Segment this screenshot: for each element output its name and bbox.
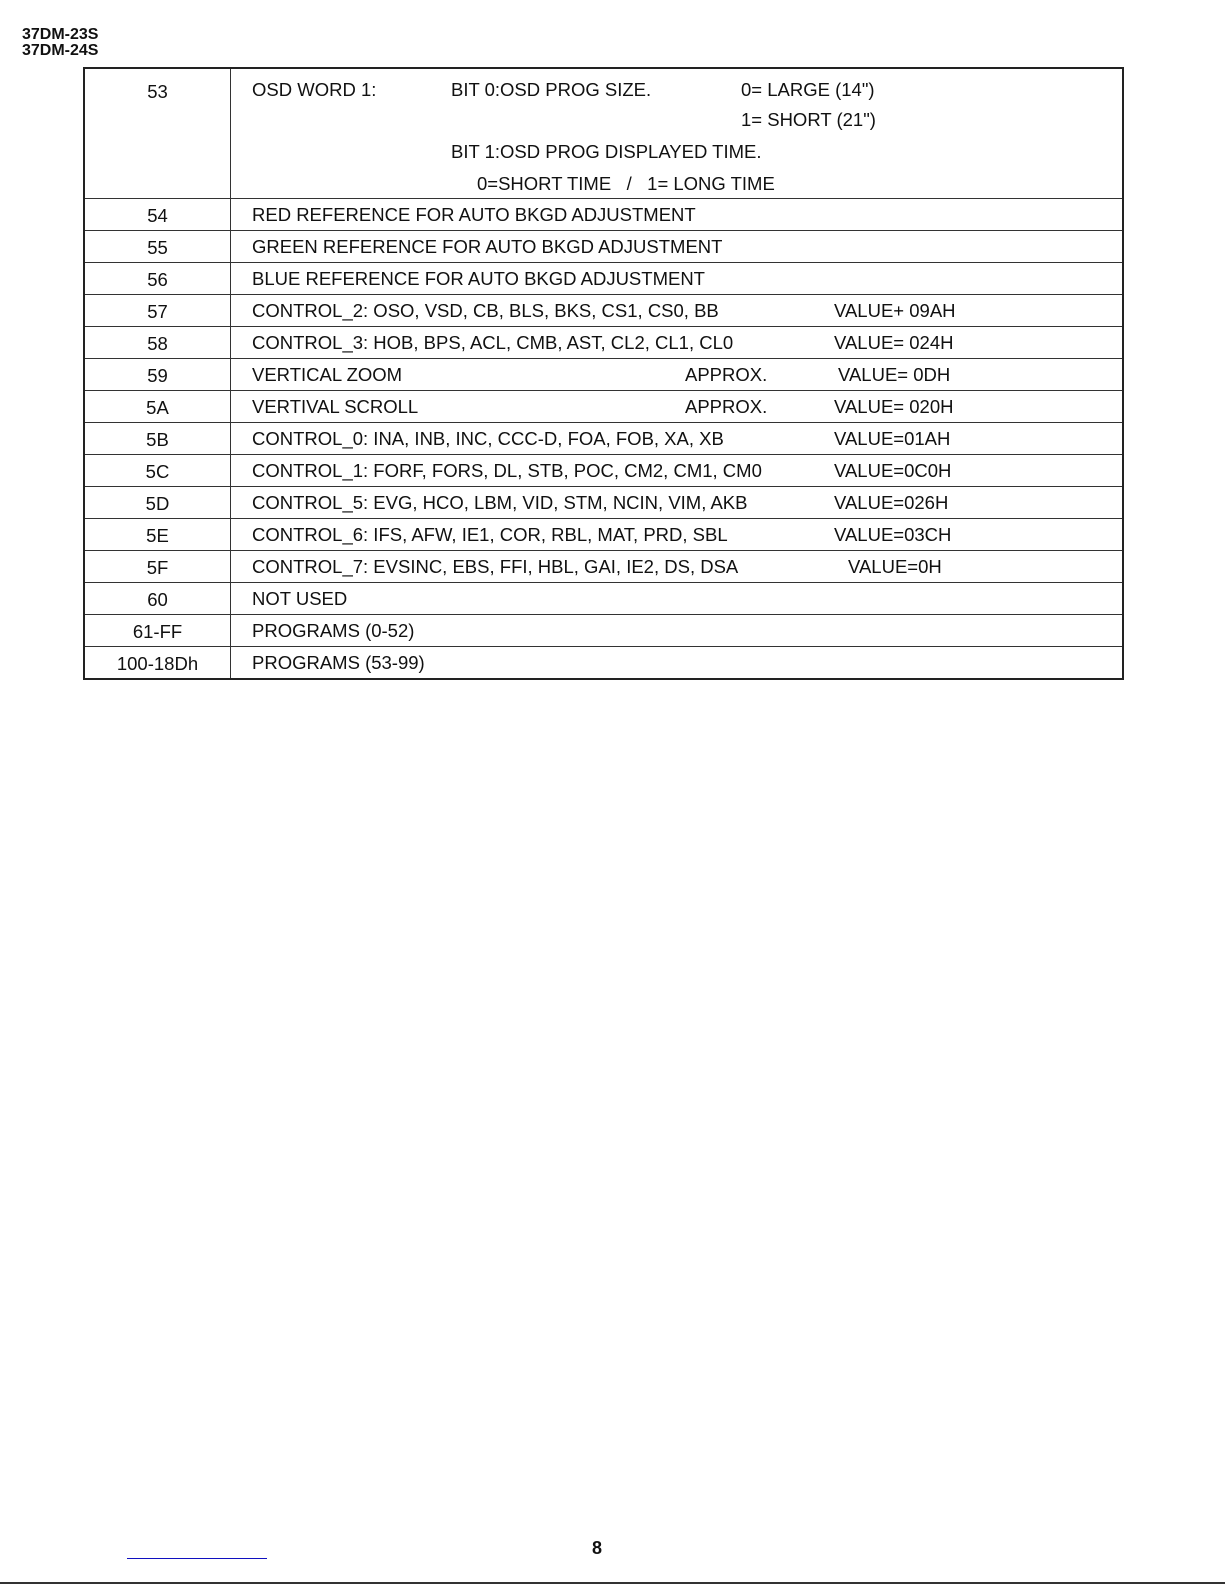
description-cell (231, 519, 1124, 551)
description: RED REFERENCE FOR AUTO BKGD ADJUSTMENT (252, 204, 696, 225)
description-cell (231, 199, 1124, 231)
table-row (84, 359, 1123, 391)
bit0-desc: BIT 0:OSD PROG SIZE. (451, 79, 652, 100)
value: VALUE=03CH (834, 524, 952, 545)
address: 5B (146, 429, 169, 450)
memory-map-table (83, 67, 1124, 680)
description-cell (231, 391, 1124, 423)
table-row (84, 327, 1123, 359)
description-cell (231, 583, 1124, 615)
address: 54 (147, 205, 168, 226)
table-row (84, 68, 1123, 199)
description-cell (231, 263, 1124, 295)
address: 5A (146, 397, 169, 418)
bit1-options: 0=SHORT TIME / 1= LONG TIME (477, 173, 775, 194)
bit0-option-0: 0= LARGE (14") (741, 79, 875, 100)
description: VERTICAL ZOOM (252, 364, 403, 385)
table-row (84, 199, 1123, 231)
table-row (84, 391, 1123, 423)
table-row (84, 519, 1123, 551)
description: PROGRAMS (0-52) (252, 620, 415, 641)
table-row (84, 615, 1123, 647)
address: 55 (147, 237, 168, 258)
table-row (84, 455, 1123, 487)
description-cell (231, 327, 1124, 359)
address: 60 (147, 589, 168, 610)
value: VALUE= 020H (834, 396, 954, 417)
description-cell (231, 359, 1124, 391)
address-cell (84, 519, 231, 551)
description-cell (231, 455, 1124, 487)
description-cell (231, 551, 1124, 583)
address-cell (84, 263, 231, 295)
approx-label: APPROX. (685, 396, 768, 417)
address-cell (84, 68, 231, 199)
address: 56 (147, 269, 168, 290)
table-row (84, 551, 1123, 583)
description: CONTROL_1: FORF, FORS, DL, STB, POC, CM2, CM1, CM0 (252, 460, 762, 481)
model-number: 37DM-23S (22, 26, 99, 43)
description: PROGRAMS (53-99) (252, 652, 425, 673)
address-cell (84, 551, 231, 583)
address: 61-FF (132, 621, 183, 642)
address-cell (84, 487, 231, 519)
address: 59 (147, 365, 168, 386)
address-cell (84, 455, 231, 487)
address-cell (84, 295, 231, 327)
table-row (84, 423, 1123, 455)
description: CONTROL_7: EVSINC, EBS, FFI, HBL, GAI, IE2, DS, DSA (252, 556, 739, 577)
description-cell (231, 295, 1124, 327)
table-row (84, 647, 1123, 680)
model-number: 37DM-24S (22, 42, 99, 59)
address-cell (84, 583, 231, 615)
address-cell (84, 423, 231, 455)
value: VALUE= 024H (834, 332, 954, 353)
address-cell (84, 199, 231, 231)
address: 57 (147, 301, 168, 322)
description: CONTROL_6: IFS, AFW, IE1, COR, RBL, MAT, PRD, SBL (252, 524, 728, 545)
address-cell (84, 359, 231, 391)
value: VALUE=01AH (834, 428, 951, 449)
address-cell (84, 647, 231, 680)
table-row (84, 487, 1123, 519)
address-cell (84, 231, 231, 263)
address: 100-18Dh (116, 653, 199, 674)
description: CONTROL_0: INA, INB, INC, CCC-D, FOA, FOB, XA, XB (252, 428, 724, 449)
table-row (84, 295, 1123, 327)
address-cell (84, 615, 231, 647)
description-cell (231, 647, 1124, 680)
divider (127, 1558, 267, 1559)
osd-word-label: OSD WORD 1: (252, 79, 377, 100)
value: VALUE= 0DH (838, 364, 951, 385)
description: NOT USED (252, 588, 348, 609)
address-cell (84, 327, 231, 359)
address: 5C (145, 461, 170, 482)
description-cell (231, 68, 1124, 199)
value: VALUE=0H (848, 556, 942, 577)
table-row (84, 583, 1123, 615)
value: VALUE=0C0H (834, 460, 952, 481)
address: 5D (145, 493, 170, 514)
address: 5F (146, 557, 169, 578)
divider (0, 1582, 1225, 1584)
description: CONTROL_2: OSO, VSD, CB, BLS, BKS, CS1, CS0, BB (252, 300, 719, 321)
description-cell (231, 423, 1124, 455)
value: VALUE+ 09AH (834, 300, 956, 321)
description: CONTROL_3: HOB, BPS, ACL, CMB, AST, CL2, CL1, CL0 (252, 332, 734, 353)
description: BLUE REFERENCE FOR AUTO BKGD ADJUSTMENT (252, 268, 705, 289)
approx-label: APPROX. (685, 364, 768, 385)
description-cell (231, 615, 1124, 647)
address: 53 (147, 81, 168, 102)
address-cell (84, 391, 231, 423)
value: VALUE=026H (834, 492, 949, 513)
table-row (84, 263, 1123, 295)
description-cell (231, 487, 1124, 519)
bit0-option-1: 1= SHORT (21") (741, 109, 876, 130)
bit1-desc: BIT 1:OSD PROG DISPLAYED TIME. (451, 141, 762, 162)
description-cell (231, 231, 1124, 263)
address: 58 (147, 333, 168, 354)
address: 5E (146, 525, 169, 546)
page-number: 8 (592, 1538, 603, 1558)
description: VERTIVAL SCROLL (252, 396, 419, 417)
table-row (84, 231, 1123, 263)
description: CONTROL_5: EVG, HCO, LBM, VID, STM, NCIN, VIM, AKB (252, 492, 748, 513)
description: GREEN REFERENCE FOR AUTO BKGD ADJUSTMENT (252, 236, 723, 257)
